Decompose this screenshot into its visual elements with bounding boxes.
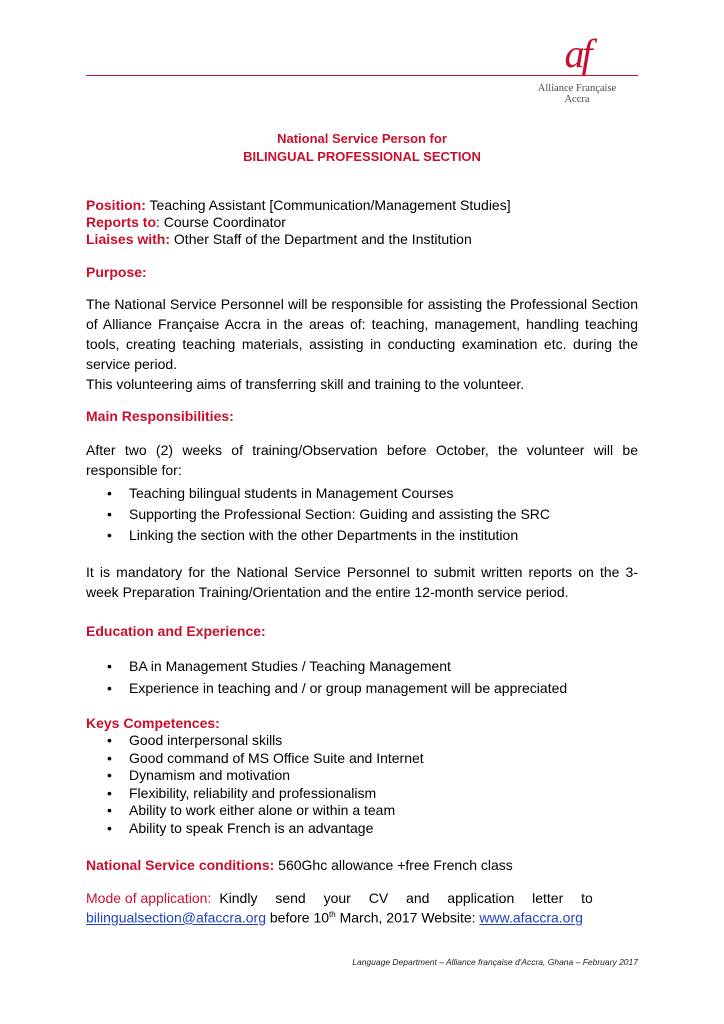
application-line <box>86 889 638 907</box>
deadline-suffix: th <box>329 910 336 919</box>
page-title: National Service Person for <box>277 131 447 146</box>
application-label: Mode of application: <box>86 890 212 906</box>
alliance-francaise-logo <box>518 28 636 110</box>
conditions-label: National Service conditions: <box>86 857 275 873</box>
page-footer: Language Department – Alliance française d'Accra, Ghana – February 2017 <box>352 957 638 967</box>
position-label: Position: <box>86 197 146 213</box>
purpose-aim: This volunteering aims of transferring skill and training to the volunteer. <box>86 376 525 392</box>
email-link[interactable]: bilingualsection@afaccra.org <box>86 909 266 926</box>
website-link[interactable]: www.afaccra.org <box>479 909 583 926</box>
responsibilities-heading: Main Responsibilities: <box>86 408 234 424</box>
liaises-label: Liaises with: <box>86 231 171 247</box>
list-item: • Experience in teaching and / or group management will be appreciated <box>86 677 567 699</box>
purpose-heading: Purpose: <box>86 264 147 280</box>
application-text <box>211 889 638 907</box>
deadline-text: before 10 <box>265 909 330 926</box>
reports-value: : Course Coordinator <box>156 214 286 230</box>
education-list <box>86 655 567 699</box>
position-value: Teaching Assistant [Communication/Management Studies] <box>145 197 511 213</box>
education-heading: Education and Experience: <box>86 623 266 639</box>
list-item: • Supporting the Professional Section: Guiding and assisting the SRC <box>86 504 550 525</box>
list-item: • Flexibility, reliability and professionalism <box>86 785 424 803</box>
list-item: • Ability to work either alone or within a team <box>86 802 424 820</box>
logo-name: Alliance Française <box>537 83 617 94</box>
conditions-line <box>86 856 513 874</box>
list-item: • Dynamism and motivation <box>86 767 424 785</box>
list-item: • BA in Management Studies / Teaching Management <box>86 655 567 677</box>
position-line <box>86 196 511 214</box>
reports-line <box>86 213 286 231</box>
page-subtitle: BILINGUAL PROFESSIONAL SECTION <box>243 149 481 164</box>
list-item: • Good command of MS Office Suite and Internet <box>86 750 424 768</box>
liaises-line <box>86 230 472 248</box>
responsibilities-list <box>86 483 550 546</box>
deadline-text-rest: March, 2017 Website: <box>335 909 480 926</box>
application-contact-line <box>86 906 583 927</box>
competences-list <box>86 732 424 837</box>
responsibilities-intro: After two (2) weeks of training/Observation before October, the volunteer will be responsible for: <box>86 442 638 478</box>
logo-mark: af <box>564 31 590 76</box>
list-item: • Teaching bilingual students in Management Courses <box>86 483 550 504</box>
application-instructions: Kindly send your CV and application letter to <box>219 890 593 906</box>
reports-label: Reports to <box>86 214 156 230</box>
liaises-value: Other Staff of the Department and the Institution <box>170 231 472 247</box>
list-item: • Ability to speak French is an advantage <box>86 820 424 838</box>
purpose-paragraph: The National Service Personnel will be responsible for assisting the Professional Section of Alliance Française Accra in the areas of: teaching, management, handling teaching tools, creating teaching materials, assisting in conducting examination etc. during the service period. <box>86 296 638 372</box>
competences-heading: Keys Competences: <box>86 715 220 731</box>
conditions-value: 560Ghc allowance +free French class <box>274 857 513 873</box>
logo-city: Accra <box>564 94 590 105</box>
list-item: • Linking the section with the other Departments in the institution <box>86 525 550 546</box>
header-rule <box>86 75 638 76</box>
reports-mandatory-note: It is mandatory for the National Service Personnel to submit written reports on the 3-week Preparation Training/Orientation and the entire 12-month service period. <box>86 564 638 600</box>
list-item: • Good interpersonal skills <box>86 732 424 750</box>
